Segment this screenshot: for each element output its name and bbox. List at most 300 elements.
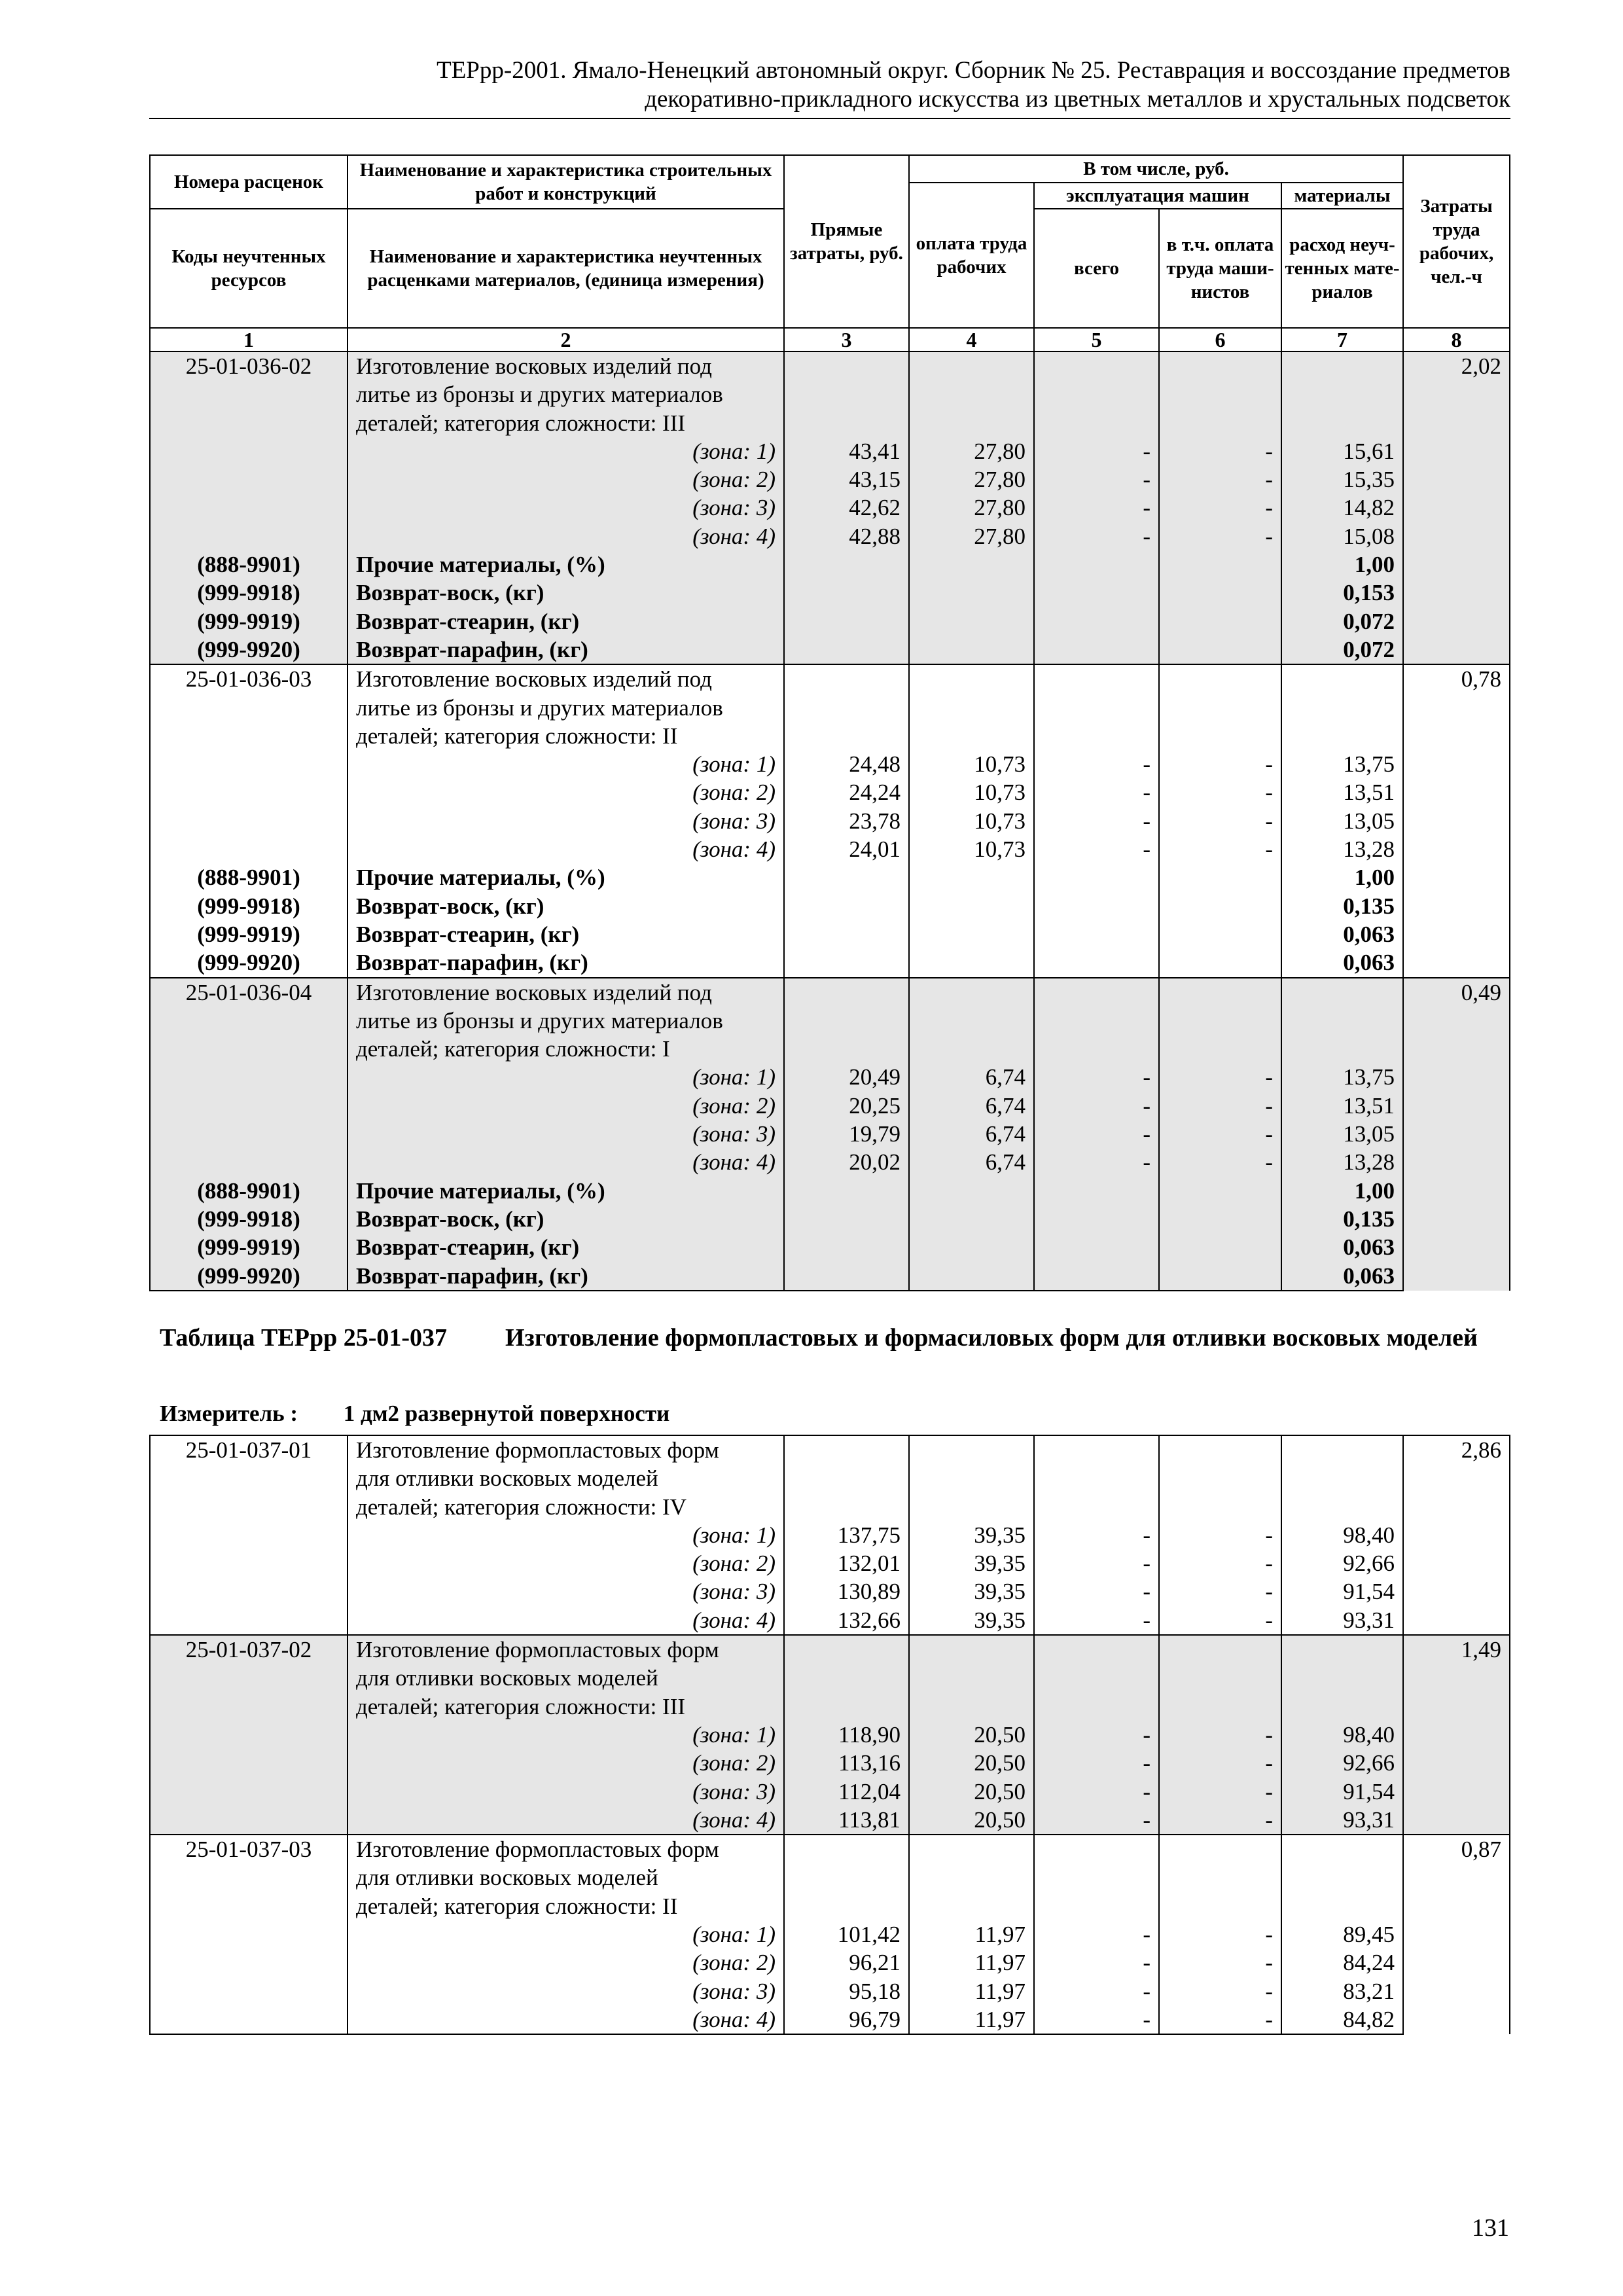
- machine-total: -: [1034, 465, 1159, 493]
- empty-cell: [909, 1177, 1034, 1205]
- empty-cell: [1034, 920, 1159, 948]
- worker-pay: 20,50: [909, 1749, 1034, 1777]
- machine-total: -: [1034, 522, 1159, 550]
- zone-row: [150, 2005, 1510, 2034]
- empty-cell: [150, 1120, 348, 1148]
- zone-label: (зона: 2): [348, 778, 784, 806]
- direct-cost: 118,90: [784, 1721, 909, 1749]
- rate-name: [348, 1435, 784, 1521]
- material-code: (999-9920): [150, 948, 348, 977]
- direct-cost: 95,18: [784, 1977, 909, 2005]
- empty-cell: [150, 1063, 348, 1091]
- col-materials: материалы: [1281, 183, 1403, 209]
- direct-cost: 24,01: [784, 835, 909, 863]
- materials-cost: 13,75: [1281, 1063, 1403, 1091]
- rate-row: [150, 1835, 1510, 1920]
- worker-pay: 6,74: [909, 1148, 1034, 1176]
- empty-cell: [150, 835, 348, 863]
- worker-pay: 20,50: [909, 1721, 1034, 1749]
- empty-cell: [1034, 1635, 1159, 1721]
- rate-name-line: Изготовление формопластовых форм: [356, 1837, 719, 1863]
- empty-cell: [1159, 351, 1281, 437]
- table-title-number: Таблица ТЕРрр 25-01-037: [160, 1324, 448, 1352]
- empty-cell: [909, 1262, 1034, 1291]
- material-name: Возврат-воск, (кг): [348, 1205, 784, 1233]
- material-name: Возврат-стеарин, (кг): [348, 607, 784, 636]
- materials-cost: 98,40: [1281, 1521, 1403, 1549]
- zone-row: [150, 835, 1510, 863]
- machine-total: -: [1034, 1749, 1159, 1777]
- direct-cost: 24,24: [784, 778, 909, 806]
- worker-pay: 39,35: [909, 1521, 1034, 1549]
- material-code: (999-9918): [150, 579, 348, 607]
- worker-pay: 6,74: [909, 1063, 1034, 1091]
- rate-block: [150, 1435, 1510, 1635]
- rate-code: 25-01-037-02: [150, 1635, 348, 1721]
- empty-cell: [784, 664, 909, 750]
- material-name: Возврат-воск, (кг): [348, 579, 784, 607]
- material-use: 0,063: [1281, 920, 1403, 948]
- zone-row: [150, 778, 1510, 806]
- empty-cell: [909, 550, 1034, 579]
- rate-block: [150, 664, 1510, 977]
- zone-label: (зона: 1): [348, 437, 784, 465]
- zone-row: [150, 465, 1510, 493]
- empty-cell: [150, 750, 348, 778]
- material-code: (999-9919): [150, 607, 348, 636]
- empty-cell: [1159, 636, 1281, 664]
- machinist-pay: -: [1159, 835, 1281, 863]
- machine-total: -: [1034, 1063, 1159, 1091]
- empty-cell: [784, 948, 909, 977]
- machine-total: -: [1034, 1977, 1159, 2005]
- rate-name-line: литье из бронзы и других материалов: [356, 382, 723, 408]
- direct-cost: 42,88: [784, 522, 909, 550]
- zone-label: (зона: 4): [348, 835, 784, 863]
- labor-cost: 0,78: [1403, 664, 1510, 977]
- rate-name-line: Изготовление восковых изделий под: [356, 666, 712, 692]
- materials-cost: 14,82: [1281, 493, 1403, 522]
- material-name: Возврат-воск, (кг): [348, 892, 784, 920]
- materials-cost: 13,05: [1281, 1120, 1403, 1148]
- labor-cost: 2,02: [1403, 351, 1510, 664]
- empty-cell: [150, 1521, 348, 1549]
- rate-code: 25-01-036-04: [150, 978, 348, 1064]
- rate-code: 25-01-036-03: [150, 664, 348, 750]
- column-number: 4: [909, 328, 1034, 351]
- material-row: [150, 1205, 1510, 1233]
- direct-cost: 20,02: [784, 1148, 909, 1176]
- rate-row: [150, 351, 1510, 437]
- rates-table-037: [149, 1435, 1510, 2035]
- empty-cell: [784, 636, 909, 664]
- materials-cost: 83,21: [1281, 1977, 1403, 2005]
- rate-block: [150, 1835, 1510, 2034]
- worker-pay: 20,50: [909, 1806, 1034, 1835]
- empty-cell: [909, 892, 1034, 920]
- worker-pay: 39,35: [909, 1606, 1034, 1635]
- empty-cell: [150, 1606, 348, 1635]
- column-number: 7: [1281, 328, 1403, 351]
- empty-cell: [784, 1835, 909, 1920]
- empty-cell: [150, 493, 348, 522]
- empty-cell: [150, 1977, 348, 2005]
- machinist-pay: -: [1159, 1092, 1281, 1120]
- column-number: 6: [1159, 328, 1281, 351]
- zone-label: (зона: 4): [348, 1148, 784, 1176]
- material-row: [150, 1177, 1510, 1205]
- direct-cost: 113,81: [784, 1806, 909, 1835]
- empty-cell: [1034, 1233, 1159, 1261]
- empty-cell: [1159, 1233, 1281, 1261]
- empty-cell: [150, 522, 348, 550]
- empty-cell: [150, 1092, 348, 1120]
- empty-cell: [1159, 579, 1281, 607]
- rate-name-line: литье из бронзы и других материалов: [356, 694, 723, 721]
- empty-cell: [1034, 1177, 1159, 1205]
- materials-cost: 98,40: [1281, 1721, 1403, 1749]
- empty-cell: [1159, 1177, 1281, 1205]
- machinist-pay: -: [1159, 522, 1281, 550]
- empty-cell: [1159, 978, 1281, 1064]
- rate-name: [348, 978, 784, 1064]
- machinist-pay: -: [1159, 465, 1281, 493]
- worker-pay: 11,97: [909, 1977, 1034, 2005]
- machinist-pay: -: [1159, 1120, 1281, 1148]
- zone-label: (зона: 1): [348, 1063, 784, 1091]
- machine-total: -: [1034, 1092, 1159, 1120]
- measure-value: 1 дм2 развернутой поверхности: [343, 1401, 670, 1426]
- machinist-pay: -: [1159, 778, 1281, 806]
- worker-pay: 27,80: [909, 522, 1034, 550]
- rate-name: [348, 351, 784, 437]
- machinist-pay: -: [1159, 437, 1281, 465]
- direct-cost: 43,15: [784, 465, 909, 493]
- worker-pay: 20,50: [909, 1778, 1034, 1806]
- direct-cost: 96,79: [784, 2005, 909, 2034]
- materials-cost: 15,61: [1281, 437, 1403, 465]
- worker-pay: 10,73: [909, 835, 1034, 863]
- empty-cell: [909, 863, 1034, 891]
- rate-name-line: для отливки восковых моделей: [356, 1865, 658, 1891]
- empty-cell: [784, 920, 909, 948]
- materials-cost: 93,31: [1281, 1606, 1403, 1635]
- empty-cell: [1281, 1635, 1403, 1721]
- worker-pay: 10,73: [909, 778, 1034, 806]
- empty-cell: [150, 2005, 348, 2034]
- zone-row: [150, 1977, 1510, 2005]
- materials-cost: 92,66: [1281, 1549, 1403, 1577]
- direct-cost: 20,49: [784, 1063, 909, 1091]
- empty-cell: [150, 1778, 348, 1806]
- material-name: Возврат-стеарин, (кг): [348, 920, 784, 948]
- direct-cost: 130,89: [784, 1577, 909, 1605]
- rate-row: [150, 1435, 1510, 1521]
- zone-label: (зона: 1): [348, 750, 784, 778]
- table-title-text: Изготовление формопластовых и формасиловых форм для отливки восковых моделей: [505, 1324, 1478, 1352]
- col-total: всего: [1034, 209, 1159, 328]
- zone-label: (зона: 2): [348, 1948, 784, 1977]
- empty-cell: [1159, 550, 1281, 579]
- machine-total: -: [1034, 1549, 1159, 1577]
- worker-pay: 11,97: [909, 2005, 1034, 2034]
- rate-name: [348, 664, 784, 750]
- material-row: [150, 1233, 1510, 1261]
- empty-cell: [1281, 1835, 1403, 1920]
- empty-cell: [784, 1635, 909, 1721]
- rate-block: [150, 978, 1510, 1291]
- materials-cost: 93,31: [1281, 1806, 1403, 1835]
- empty-cell: [1034, 1435, 1159, 1521]
- machine-total: -: [1034, 1948, 1159, 1977]
- zone-row: [150, 522, 1510, 550]
- zone-label: (зона: 3): [348, 1977, 784, 2005]
- machine-total: -: [1034, 1778, 1159, 1806]
- empty-cell: [909, 607, 1034, 636]
- machinist-pay: -: [1159, 1806, 1281, 1835]
- labor-cost: 0,87: [1403, 1835, 1510, 2034]
- material-row: [150, 892, 1510, 920]
- direct-cost: 96,21: [784, 1948, 909, 1977]
- material-use: 0,135: [1281, 892, 1403, 920]
- worker-pay: 27,80: [909, 465, 1034, 493]
- zone-row: [150, 1778, 1510, 1806]
- machine-total: -: [1034, 1120, 1159, 1148]
- material-use: 1,00: [1281, 1177, 1403, 1205]
- machinist-pay: -: [1159, 493, 1281, 522]
- empty-cell: [1159, 892, 1281, 920]
- direct-cost: 42,62: [784, 493, 909, 522]
- empty-cell: [1159, 1835, 1281, 1920]
- rate-name-line: Изготовление формопластовых форм: [356, 1637, 719, 1663]
- rate-name-line: для отливки восковых моделей: [356, 1665, 658, 1691]
- worker-pay: 11,97: [909, 1920, 1034, 1948]
- materials-cost: 92,66: [1281, 1749, 1403, 1777]
- empty-cell: [784, 892, 909, 920]
- empty-cell: [1159, 1635, 1281, 1721]
- col-labor-costs: Затраты труда рабочих, чел.-ч: [1403, 155, 1510, 328]
- empty-cell: [1034, 1262, 1159, 1291]
- measure-label: Измеритель :: [160, 1401, 298, 1426]
- rates-table-036: [149, 154, 1510, 1291]
- rate-name: [348, 1635, 784, 1721]
- worker-pay: 11,97: [909, 1948, 1034, 1977]
- rate-row: [150, 664, 1510, 750]
- materials-cost: 13,75: [1281, 750, 1403, 778]
- empty-cell: [909, 948, 1034, 977]
- material-name: Прочие материалы, (%): [348, 863, 784, 891]
- empty-cell: [1159, 1205, 1281, 1233]
- empty-cell: [784, 579, 909, 607]
- machinist-pay: -: [1159, 1977, 1281, 2005]
- column-number: 1: [150, 328, 348, 351]
- zone-row: [150, 493, 1510, 522]
- rate-name-line: деталей; категория сложности: IV: [356, 1494, 687, 1520]
- machine-total: -: [1034, 1721, 1159, 1749]
- zone-label: (зона: 3): [348, 1778, 784, 1806]
- empty-cell: [784, 607, 909, 636]
- direct-cost: 19,79: [784, 1120, 909, 1148]
- col-machine-operation: эксплуатация машин: [1034, 183, 1281, 209]
- zone-label: (зона: 4): [348, 1606, 784, 1635]
- page-header: [149, 56, 1510, 119]
- rate-name-line: деталей; категория сложности: II: [356, 723, 678, 749]
- material-use: 0,063: [1281, 1233, 1403, 1261]
- material-row: [150, 579, 1510, 607]
- materials-cost: 13,51: [1281, 1092, 1403, 1120]
- col-in-that: В том числе, руб.: [909, 155, 1403, 183]
- worker-pay: 10,73: [909, 807, 1034, 835]
- worker-pay: 27,80: [909, 493, 1034, 522]
- rate-name-line: деталей; категория сложности: I: [356, 1036, 670, 1062]
- zone-label: (зона: 2): [348, 1092, 784, 1120]
- worker-pay: 6,74: [909, 1120, 1034, 1148]
- empty-cell: [909, 1635, 1034, 1721]
- rate-block: [150, 1635, 1510, 1835]
- worker-pay: 10,73: [909, 750, 1034, 778]
- rate-row: [150, 1635, 1510, 1721]
- machinist-pay: -: [1159, 1721, 1281, 1749]
- empty-cell: [150, 807, 348, 835]
- zone-row: [150, 1948, 1510, 1977]
- col-material-use: расход неуч-тенных мате-риалов: [1281, 209, 1403, 328]
- zone-row: [150, 437, 1510, 465]
- direct-cost: 23,78: [784, 807, 909, 835]
- page-number: 131: [1472, 2214, 1509, 2242]
- direct-cost: 132,01: [784, 1549, 909, 1577]
- machinist-pay: -: [1159, 750, 1281, 778]
- materials-cost: 13,28: [1281, 1148, 1403, 1176]
- machinist-pay: -: [1159, 1920, 1281, 1948]
- machinist-pay: -: [1159, 1521, 1281, 1549]
- machine-total: -: [1034, 437, 1159, 465]
- zone-row: [150, 1606, 1510, 1635]
- material-row: [150, 948, 1510, 977]
- empty-cell: [784, 1205, 909, 1233]
- empty-cell: [1034, 892, 1159, 920]
- empty-cell: [784, 1233, 909, 1261]
- col-material-name: Наименование и характеристика неучтенных расценками материалов, (единица измерения): [348, 209, 784, 328]
- material-code: (888-9901): [150, 1177, 348, 1205]
- direct-cost: 132,66: [784, 1606, 909, 1635]
- empty-cell: [1034, 1835, 1159, 1920]
- empty-cell: [150, 1549, 348, 1577]
- zone-row: [150, 1092, 1510, 1120]
- zone-label: (зона: 2): [348, 1749, 784, 1777]
- rate-name-line: деталей; категория сложности: III: [356, 410, 686, 436]
- col-rate-numbers: Номера расценок: [150, 155, 348, 209]
- rate-name-line: для отливки восковых моделей: [356, 1465, 658, 1492]
- empty-cell: [1034, 550, 1159, 579]
- zone-label: (зона: 2): [348, 1549, 784, 1577]
- col-resource-codes: Коды неучтенных ресурсов: [150, 209, 348, 328]
- empty-cell: [1034, 863, 1159, 891]
- machinist-pay: -: [1159, 1948, 1281, 1977]
- empty-cell: [909, 664, 1034, 750]
- material-row: [150, 636, 1510, 664]
- rate-code: 25-01-037-03: [150, 1835, 348, 1920]
- material-row: [150, 920, 1510, 948]
- material-name: Возврат-стеарин, (кг): [348, 1233, 784, 1261]
- labor-cost: 0,49: [1403, 978, 1510, 1291]
- material-use: 0,063: [1281, 948, 1403, 977]
- machine-total: -: [1034, 807, 1159, 835]
- empty-cell: [909, 579, 1034, 607]
- zone-row: [150, 1120, 1510, 1148]
- zone-row: [150, 1148, 1510, 1176]
- material-row: [150, 550, 1510, 579]
- materials-cost: 15,35: [1281, 465, 1403, 493]
- zone-row: [150, 1806, 1510, 1835]
- rate-name: [348, 1835, 784, 1920]
- empty-cell: [150, 1948, 348, 1977]
- zone-row: [150, 750, 1510, 778]
- material-use: 0,153: [1281, 579, 1403, 607]
- empty-cell: [784, 351, 909, 437]
- zone-row: [150, 1721, 1510, 1749]
- machine-total: -: [1034, 1920, 1159, 1948]
- machinist-pay: -: [1159, 2005, 1281, 2034]
- machine-total: -: [1034, 778, 1159, 806]
- machine-total: -: [1034, 2005, 1159, 2034]
- empty-cell: [150, 1806, 348, 1835]
- empty-cell: [784, 1262, 909, 1291]
- rate-code: 25-01-036-02: [150, 351, 348, 437]
- materials-cost: 89,45: [1281, 1920, 1403, 1948]
- machine-total: -: [1034, 493, 1159, 522]
- empty-cell: [150, 1148, 348, 1176]
- zone-label: (зона: 1): [348, 1920, 784, 1948]
- worker-pay: 39,35: [909, 1577, 1034, 1605]
- machinist-pay: -: [1159, 1148, 1281, 1176]
- material-code: (999-9920): [150, 636, 348, 664]
- worker-pay: 27,80: [909, 437, 1034, 465]
- zone-label: (зона: 4): [348, 522, 784, 550]
- rate-name-line: Изготовление формопластовых форм: [356, 1437, 719, 1463]
- empty-cell: [150, 1577, 348, 1605]
- empty-cell: [1281, 978, 1403, 1064]
- labor-cost: 1,49: [1403, 1635, 1510, 1835]
- direct-cost: 43,41: [784, 437, 909, 465]
- rate-block: [150, 351, 1510, 664]
- zone-label: (зона: 3): [348, 807, 784, 835]
- zone-label: (зона: 1): [348, 1521, 784, 1549]
- zone-row: [150, 807, 1510, 835]
- materials-cost: 13,51: [1281, 778, 1403, 806]
- machinist-pay: -: [1159, 1549, 1281, 1577]
- empty-cell: [1034, 948, 1159, 977]
- materials-cost: 13,05: [1281, 807, 1403, 835]
- empty-cell: [1159, 1435, 1281, 1521]
- zone-row: [150, 1749, 1510, 1777]
- zone-label: (зона: 4): [348, 2005, 784, 2034]
- material-name: Прочие материалы, (%): [348, 550, 784, 579]
- empty-cell: [1159, 863, 1281, 891]
- material-row: [150, 607, 1510, 636]
- material-use: 1,00: [1281, 550, 1403, 579]
- zone-row: [150, 1920, 1510, 1948]
- machinist-pay: -: [1159, 1778, 1281, 1806]
- empty-cell: [1159, 1262, 1281, 1291]
- material-code: (999-9919): [150, 1233, 348, 1261]
- empty-cell: [1034, 978, 1159, 1064]
- zone-label: (зона: 4): [348, 1806, 784, 1835]
- material-code: (888-9901): [150, 863, 348, 891]
- direct-cost: 20,25: [784, 1092, 909, 1120]
- rate-name-line: деталей; категория сложности: III: [356, 1693, 686, 1719]
- empty-cell: [909, 1205, 1034, 1233]
- material-code: (999-9918): [150, 1205, 348, 1233]
